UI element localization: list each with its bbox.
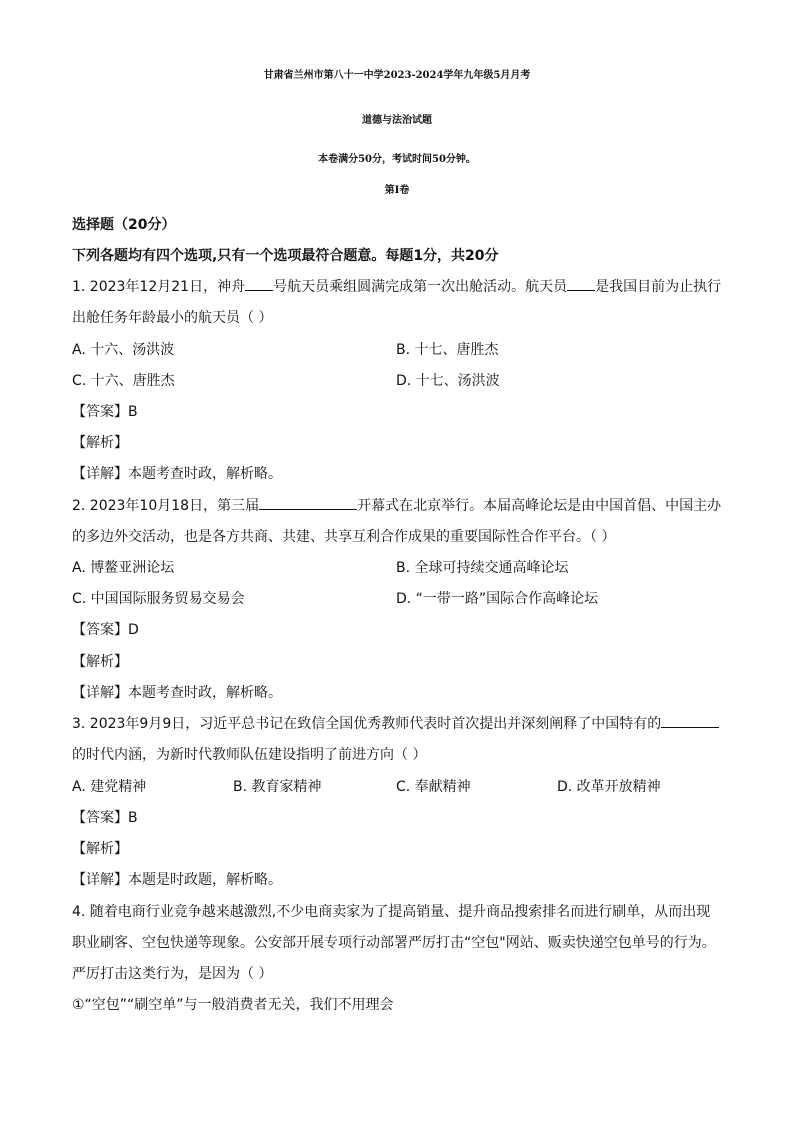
q2-option-d: D. “一带一路”国际合作高峰论坛 xyxy=(396,591,599,607)
subject-title: 道德与法治试题 xyxy=(362,115,432,126)
q3-analysis: 【解析】 xyxy=(72,841,128,857)
q2-blank xyxy=(259,497,357,510)
q3-text-part1: 3. 2023年9月9日，习近平总书记在致信全国优秀教师代表时首次提出并深刻阐释了中国特有的 xyxy=(72,716,662,732)
question-4-line-1: 4. 随着电商行业竞争越来越激烈,不少电商卖家为了提高销量、提升商品搜索排名而进行刷单，从而出现 xyxy=(72,904,711,920)
q1-option-d: D. 十七、汤洪波 xyxy=(396,373,500,389)
q2-text-part1: 2. 2023年10月18日，第三届 xyxy=(72,498,260,514)
question-4-line-2: 职业刷客、空包快递等现象。公安部开展专项行动部署严厉打击“空包"网站、贩卖快递空包单号的行为。 xyxy=(72,935,716,951)
q1-blank-1 xyxy=(245,278,273,291)
question-1-line-1 xyxy=(72,276,722,296)
section-heading: 选择题（20分） xyxy=(72,217,176,233)
question-4-line-4: ①“空包”“刷空单”与一般消费者无关，我们不用理会 xyxy=(72,997,394,1013)
q1-answer: 【答案】B xyxy=(72,404,138,420)
q1-analysis: 【解析】 xyxy=(72,435,128,451)
q3-option-a: A. 建党精神 xyxy=(72,779,147,795)
q1-text-part2: 号航天员乘组圆满完成第一次出舱活动。航天员 xyxy=(273,279,568,295)
q2-detail: 【详解】本题考查时政，解析略。 xyxy=(72,685,282,701)
section-instruction: 下列各题均有四个选项,只有一个选项最符合题意。每题1分，共20分 xyxy=(72,248,499,264)
question-2-line-1 xyxy=(72,495,722,515)
q2-option-b: B. 全球可持续交通高峰论坛 xyxy=(396,560,569,576)
question-1-line-2: 出舱任务年龄最小的航天员（ ） xyxy=(72,310,273,326)
q2-analysis: 【解析】 xyxy=(72,654,128,670)
q1-text-part1: 1. 2023年12月21日，神舟 xyxy=(72,279,246,295)
q2-text-part2: 开幕式在北京举行。本届高峰论坛是由中国首倡、中国主办 xyxy=(357,498,722,514)
q3-option-b: B. 教育家精神 xyxy=(233,779,322,795)
question-4-line-3: 严厉打击这类行为，是因为（ ） xyxy=(72,966,273,982)
q1-blank-2 xyxy=(567,278,595,291)
q3-detail: 【详解】本题是时政题，解析略。 xyxy=(72,872,282,888)
exam-note: 本卷满分50分，考试时间50分钟。 xyxy=(318,154,476,165)
q2-option-a: A. 博鳌亚洲论坛 xyxy=(72,560,175,576)
volume-label: 第I卷 xyxy=(384,185,410,196)
q2-option-c: C. 中国国际服务贸易交易会 xyxy=(72,591,245,607)
question-3-line-1 xyxy=(72,713,722,733)
q3-option-c: C. 奉献精神 xyxy=(396,779,471,795)
question-3-line-2: 的时代内涵，为新时代教师队伍建设指明了前进方向（ ） xyxy=(72,747,427,763)
q3-option-d: D. 改革开放精神 xyxy=(557,779,661,795)
q1-option-c: C. 十六、唐胜杰 xyxy=(72,373,175,389)
question-2-line-2: 的多边外交活动，也是各方共商、共建、共享互利合作成果的重要国际性合作平台。（ ） xyxy=(72,529,616,545)
q3-answer: 【答案】B xyxy=(72,810,138,826)
q2-answer: 【答案】D xyxy=(72,622,139,638)
q1-option-b: B. 十七、唐胜杰 xyxy=(396,342,499,358)
q1-detail: 【详解】本题考查时政，解析略。 xyxy=(72,466,282,482)
q1-option-a: A. 十六、汤洪波 xyxy=(72,342,175,358)
q1-text-part3: 是我国目前为止执行 xyxy=(595,279,722,295)
q3-blank xyxy=(661,715,719,728)
exam-title: 甘肃省兰州市第八十一中学2023-2024学年九年级5月月考 xyxy=(263,70,531,81)
